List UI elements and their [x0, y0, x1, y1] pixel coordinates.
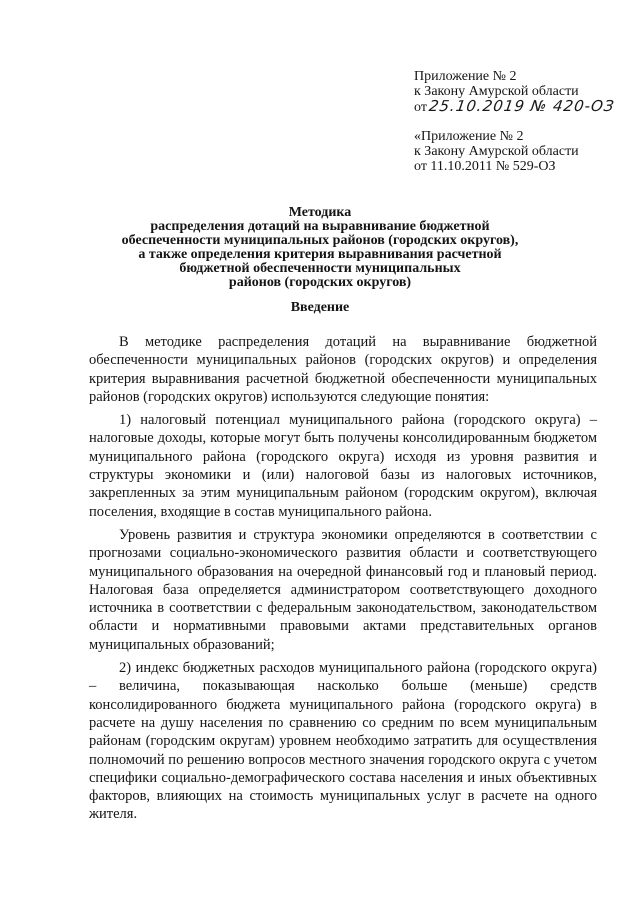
attachment-header-new [414, 69, 614, 115]
attachment-title: Приложение № 2 [414, 69, 517, 84]
title-line: обеспеченности муниципальных районов (городских округов), [121, 233, 519, 248]
body-paragraph: Уровень развития и структура экономики определяются в соответствии с прогнозами социально-экономического развития области и соответствующего муниципального образования на очередной финансовый год и плановый период. Налоговая база определяется администратором соответствующего доходного источника в соответствии с федеральным законодательством, законодательством области и нормативными правовыми актами представительных органов муниципальных образований; [89, 526, 597, 653]
attachment-date-line [414, 99, 614, 115]
title-line: а также определения критерия выравнивания расчетной [138, 247, 502, 262]
title-line: распределения дотаций на выравнивание бюджетной [150, 219, 490, 234]
section-heading-introduction: Введение [290, 300, 350, 315]
title-line: Методика [288, 205, 352, 220]
handwritten-date-number: 25.10.2019 № 420-ОЗ [427, 97, 616, 115]
attachment-law-reference: к Закону Амурской области [414, 144, 579, 159]
attachment-header-original [414, 129, 614, 174]
document-body [89, 333, 597, 829]
document-title [90, 206, 550, 290]
body-paragraph: 2) индекс бюджетных расходов муниципального района (городского округа) – величина, показывающая насколько больше (меньше) средств консолидированного бюджета муниципального района (городского округа) в расчете на душу населения по сравнению со средним по всем муниципальным районам (городским округам) уровнем необходимо затратить для осуществления полномочий по решению вопросов местного значения городского округа с учетом специфики социально-демографического состава населения и иных объективных факторов, влияющих на стоимость муниципальных услуг в расчете на одного жителя. [89, 660, 597, 823]
body-paragraph: В методике распределения дотаций на выравнивание бюджетной обеспеченности муниципальных районов (городских округов) и определения критерия выравнивания расчетной бюджетной обеспеченности муниципальных районов (городских округов) используются следующие понятия: [89, 334, 597, 405]
attachment-date-prefix: от [414, 100, 427, 115]
title-line: бюджетной обеспеченности муниципальных [179, 261, 461, 276]
attachment-date-line: от 11.10.2011 № 529-ОЗ [414, 159, 556, 174]
title-line: районов (городских округов) [228, 275, 412, 290]
attachment-law-reference: к Закону Амурской области [414, 84, 579, 99]
body-paragraph: 1) налоговый потенциал муниципального района (городского округа) – налоговые доходы, которые могут быть получены консолидированным бюджетом муниципального района (городского округа) исходя из уровня развития и структуры экономики и (или) налоговой базы из налоговых источников, закрепленных за этим муниципальным районом (городским округом), включая поселения, входящие в состав муниципального района. [89, 412, 597, 520]
attachment-title: «Приложение № 2 [414, 129, 524, 144]
